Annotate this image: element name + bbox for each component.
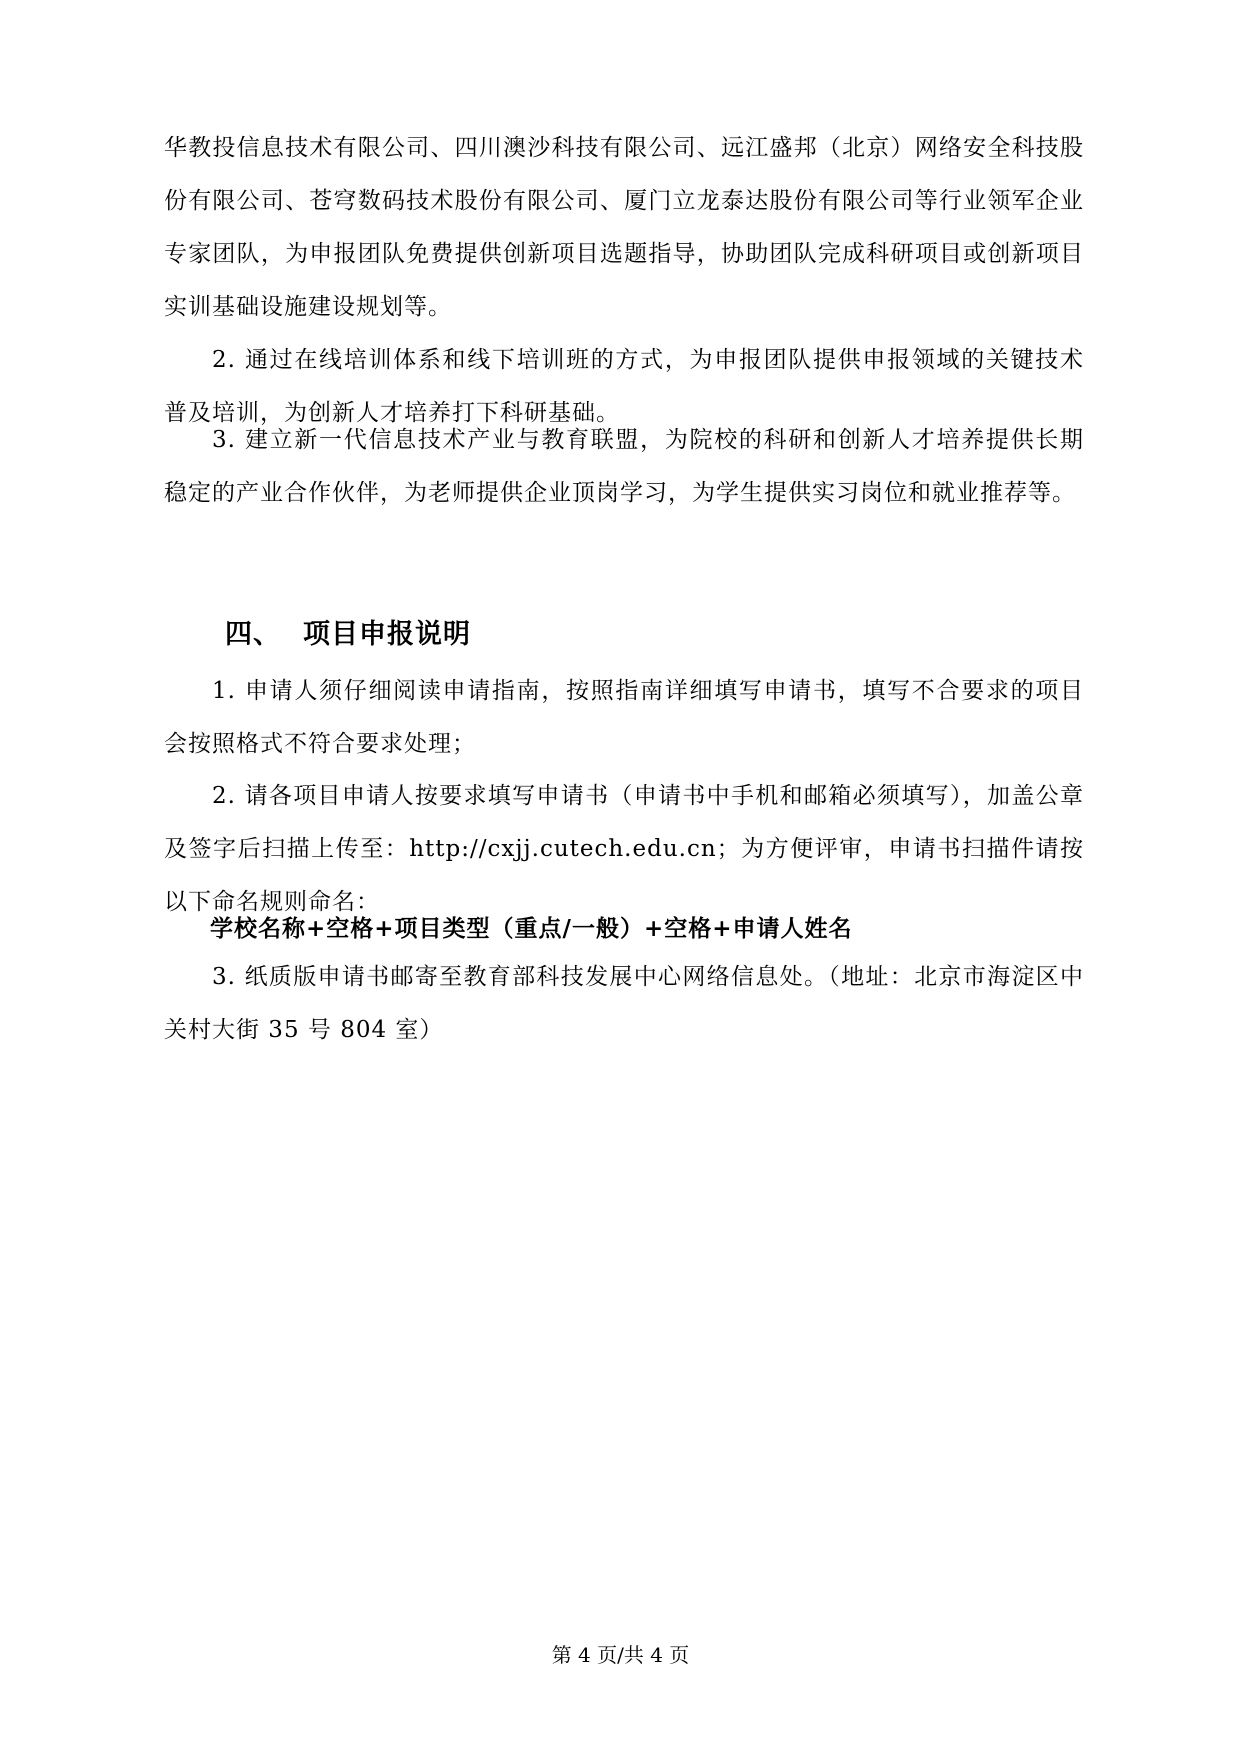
list-item-3: 3. 建立新一代信息技术产业与教育联盟，为院校的科研和创新人才培养提供长期稳定的产业合作伙伴，为老师提供企业顶岗学习，为学生提供实习岗位和就业推荐等。 bbox=[164, 427, 1084, 506]
continuation-paragraph: 华教投信息技术有限公司、四川澳沙科技有限公司、远江盛邦（北京）网络安全科技股份有限公司、苍穹数码技术股份有限公司、厦门立龙泰达股份有限公司等行业领军企业专家团队，为申报团队免费提供创新项目选题指导，协助团队完成科研项目或创新项目实训基础设施建设规划等。 bbox=[164, 135, 1084, 320]
naming-rule: 学校名称+空格+项目类型（重点/一般）+空格+申请人姓名 bbox=[210, 915, 853, 942]
list-item-2: 2. 通过在线培训体系和线下培训班的方式，为申报团队提供申报领域的关键技术普及培训，为创新人才培养打下科研基础。 bbox=[164, 347, 1084, 426]
section-number: 四、 bbox=[225, 619, 281, 650]
section-item-1: 1. 申请人须仔细阅读申请指南，按照指南详细填写申请书，填写不合要求的项目会按照格式不符合要求处理； bbox=[164, 678, 1084, 757]
section-item-2: 2. 请各项目申请人按要求填写申请书（申请书中手机和邮箱必须填写），加盖公章及签字后扫描上传至：http://cxjj.cutech.edu.cn；为方便评审，申请书扫描件请按以下命名规则命名： bbox=[164, 783, 1084, 915]
section-title: 项目申报说明 bbox=[303, 619, 471, 650]
section-item-3: 3. 纸质版申请书邮寄至教育部科技发展中心网络信息处。（地址：北京市海淀区中关村大街 35 号 804 室） bbox=[164, 964, 1084, 1043]
section-heading bbox=[225, 615, 471, 655]
page-number-footer: 第 4 页/共 4 页 bbox=[551, 1643, 690, 1667]
